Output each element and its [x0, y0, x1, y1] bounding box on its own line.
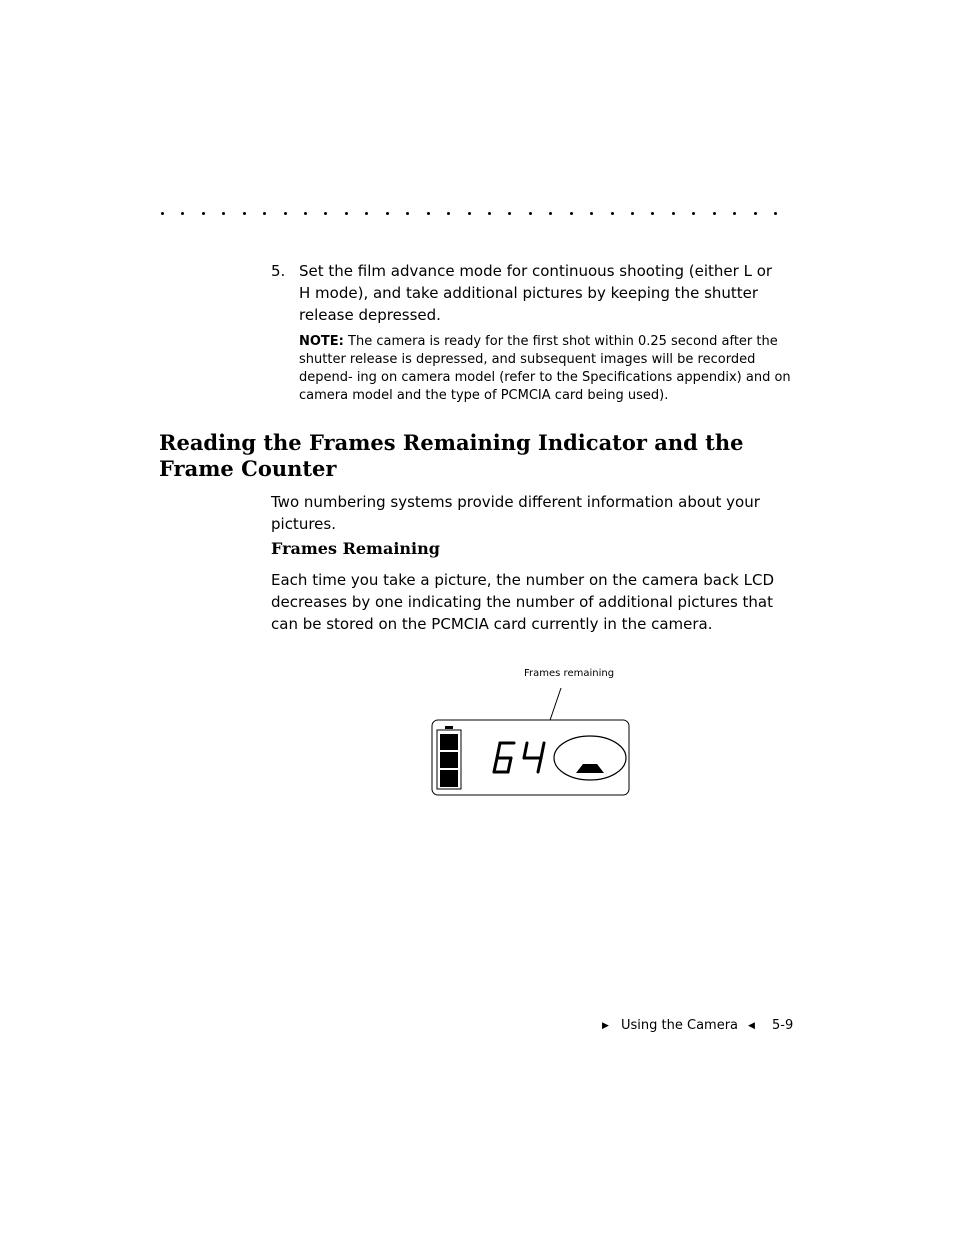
- step-number: 5.: [271, 262, 286, 280]
- triangle-right-icon: ▶: [602, 1021, 609, 1031]
- dotted-rule: [158, 200, 798, 220]
- note-text: The camera is ready for the first shot within 0.25 second after the shutter release is depressed, and subsequent images will be recorded depend- ing on camera model (refer to the Specifications appendix) and on camera model and the type of PCMCIA card being used).: [299, 334, 791, 403]
- page-footer: [602, 1016, 802, 1036]
- rule-dot: [222, 212, 225, 215]
- rule-dot: [386, 212, 389, 215]
- rule-dot: [508, 212, 511, 215]
- section-heading: Reading the Frames Remaining Indicator and the Frame Counter: [159, 430, 744, 481]
- rule-dot: [202, 212, 205, 215]
- rule-dot: [243, 212, 246, 215]
- subsection-body: Each time you take a picture, the number on the camera back LCD decreases by one indicating the number of additional pictures that can be stored on the PCMCIA card currently in the camera.: [271, 571, 775, 633]
- battery-icon: [437, 726, 461, 789]
- page-number: 5-9: [772, 1018, 794, 1033]
- rule-dot: [631, 212, 634, 215]
- section-intro: Two numbering systems provide different information about your pictures.: [271, 493, 760, 533]
- rule-dot: [468, 212, 471, 215]
- rule-dot: [324, 212, 327, 215]
- rule-dot: [304, 212, 307, 215]
- rule-dot: [549, 212, 552, 215]
- rule-dot: [774, 212, 777, 215]
- lcd-illustration: [420, 660, 650, 810]
- lcd-figure: [420, 660, 650, 810]
- rule-dot: [447, 212, 450, 215]
- rule-dot: [733, 212, 736, 215]
- rule-dot: [161, 212, 164, 215]
- rule-dot: [570, 212, 573, 215]
- rule-dot: [284, 212, 287, 215]
- rule-dot: [590, 212, 593, 215]
- rule-dot: [365, 212, 368, 215]
- figure-callout-label: Frames remaining: [524, 668, 615, 679]
- rule-dot: [651, 212, 654, 215]
- note-label: NOTE:: [299, 334, 344, 349]
- rule-dot: [488, 212, 491, 215]
- subsection-heading: Frames Remaining: [271, 539, 440, 558]
- rule-dot: [181, 212, 184, 215]
- step-text: Set the film advance mode for continuous shooting (either L or H mode), and take additional pictures by keeping the shutter release depressed.: [299, 262, 773, 324]
- card-status-icon: [554, 736, 626, 780]
- rule-dot: [427, 212, 430, 215]
- rule-dot: [754, 212, 757, 215]
- rule-dot: [263, 212, 266, 215]
- rule-dot: [692, 212, 695, 215]
- rule-dot: [529, 212, 532, 215]
- footer-section-title: Using the Camera: [621, 1018, 739, 1033]
- rule-dot: [345, 212, 348, 215]
- rule-dot: [406, 212, 409, 215]
- rule-dot: [611, 212, 614, 215]
- note-paragraph: [299, 333, 799, 405]
- rule-dot: [713, 212, 716, 215]
- triangle-left-icon: ◀: [748, 1021, 755, 1031]
- rule-dot: [672, 212, 675, 215]
